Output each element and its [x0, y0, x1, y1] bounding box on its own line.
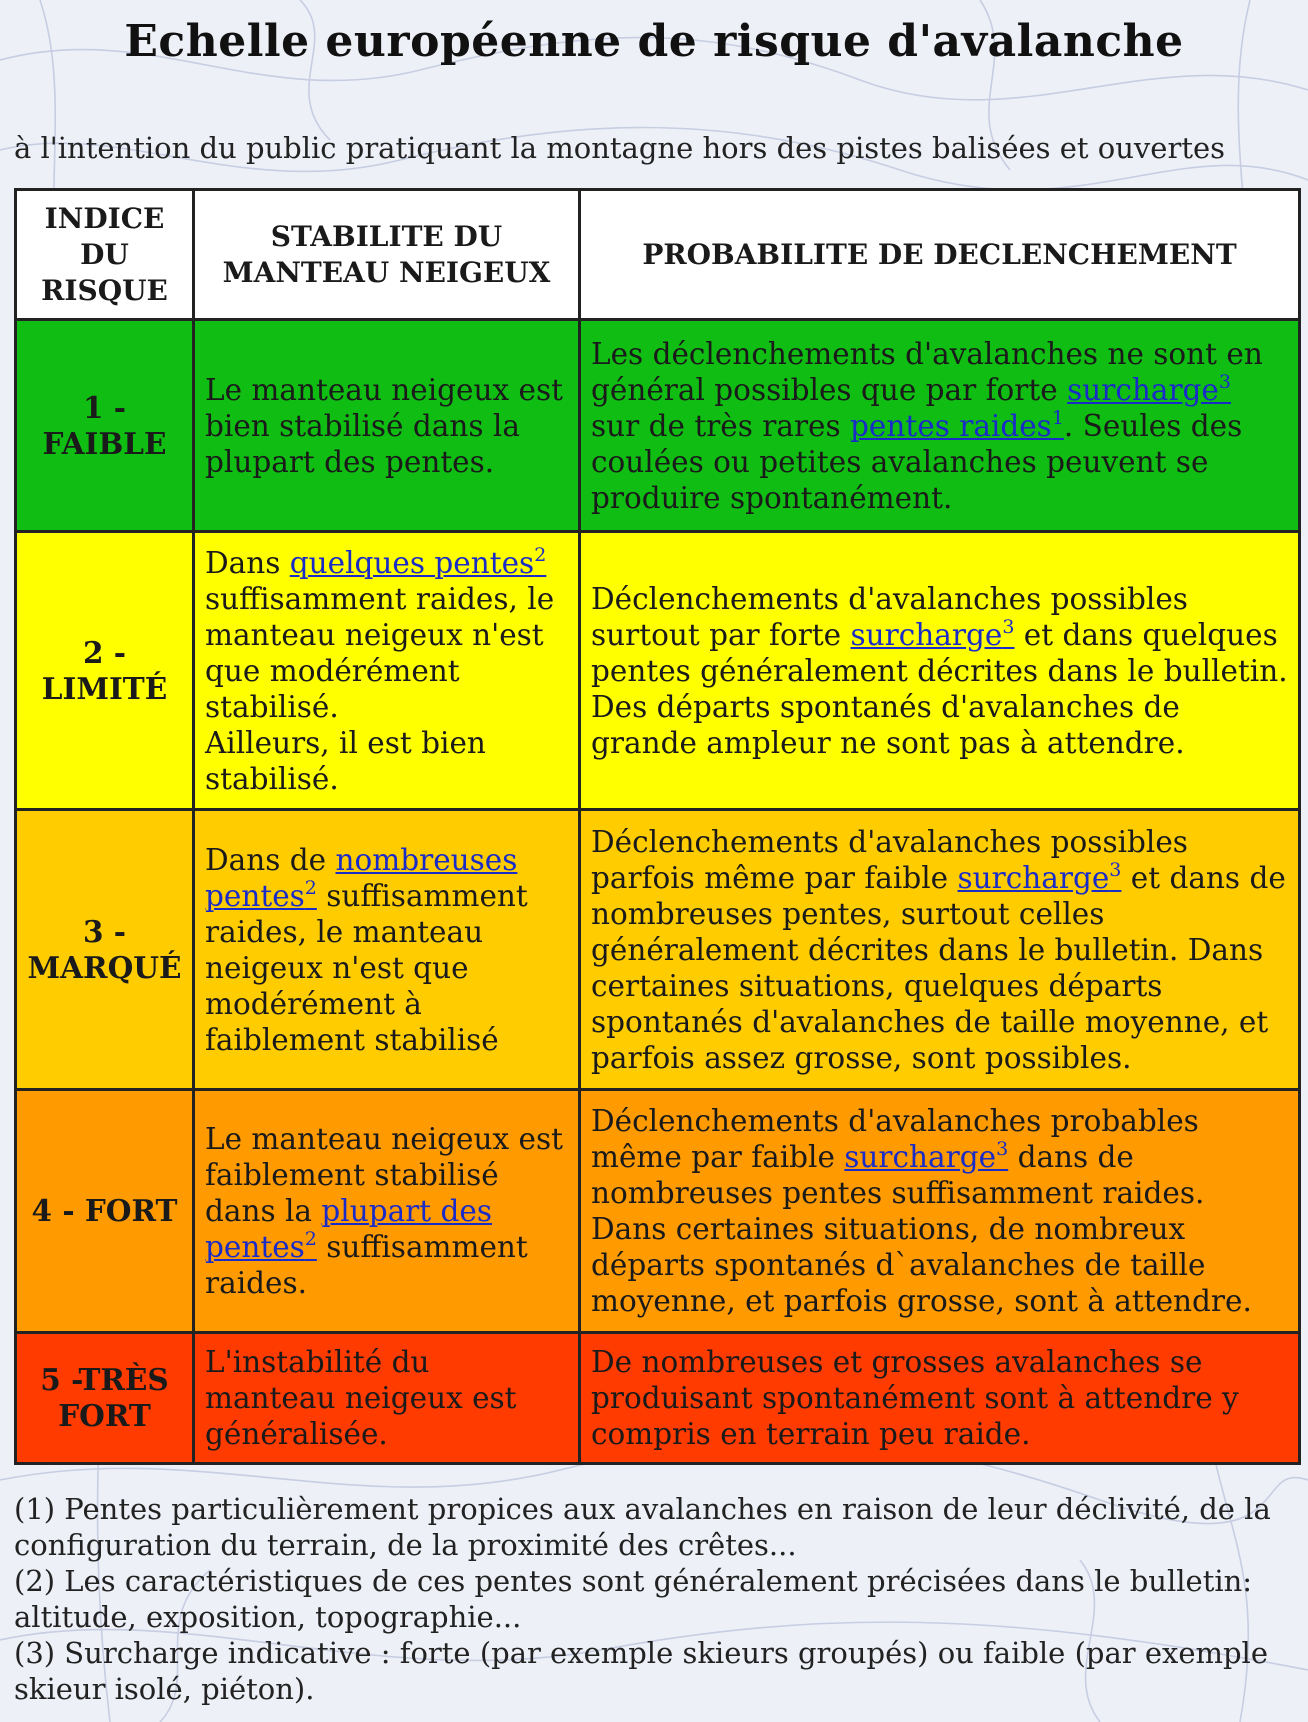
plupart-des-pentes-link[interactable]: plupart des pentes$^2$	[205, 1194, 492, 1264]
header-triggering-probability: PROBABILITE DE DECLENCHEMENT	[580, 190, 1300, 320]
avalanche-risk-table	[14, 188, 1301, 1465]
risk-level-label: 1 - FAIBLE	[16, 320, 194, 532]
risk-level-label: 3 - MARQUÉ	[16, 810, 194, 1090]
page-subtitle: à l'intention du public pratiquant la montagne hors des pistes balisées et ouvertes	[14, 131, 1226, 165]
pentes-raides-link[interactable]: pentes raides$^1$	[850, 406, 1064, 443]
probability-cell: Les déclenchements d'avalanches ne sont en général possibles que par forte surcharge$^3$ sur de très rares pentes raides$^1$. Seules des coulées ou petites avalanches peuvent se produire spontanément.	[580, 320, 1300, 532]
surcharge-link[interactable]: surcharge$^3$	[1067, 370, 1231, 407]
quelques-pentes-link[interactable]: quelques pentes$^2$	[289, 543, 547, 580]
nombreuses-pentes-link[interactable]: nombreuses pentes$^2$	[205, 842, 518, 913]
probability-cell: De nombreuses et grosses avalanches se produisant spontanément sont à attendre y compris en terrain peu raide.	[580, 1333, 1300, 1464]
footnote-1: (1) Pentes particulièrement propices aux avalanches en raison de leur déclivité, de la configuration du terrain, de la proximité des crêtes...	[14, 1492, 1271, 1562]
header-snowpack-stability: STABILITE DU MANTEAU NEIGEUX	[194, 190, 580, 320]
table-row-level-5	[16, 1333, 1300, 1464]
stability-cell: Le manteau neigeux est faiblement stabilisé dans la plupart des pentes$^2$ suffisamment raides.	[194, 1090, 580, 1333]
probability-cell: Déclenchements d'avalanches probables même par faible surcharge$^3$ dans de nombreuses pentes suffisamment raides. Dans certaines situations, de nombreux départs spontanés d`avalanches de taille moyenne, et parfois grosse, sont à attendre.	[580, 1090, 1300, 1333]
probability-cell: Déclenchements d'avalanches possibles surtout par forte surcharge$^3$ et dans quelques pentes généralement décrites dans le bulletin. Des départs spontanés d'avalanches de grande ampleur ne sont pas à attendre.	[580, 532, 1300, 810]
table-row-level-1	[16, 320, 1300, 532]
stability-cell: Dans quelques pentes$^2$ suffisamment raides, le manteau neigeux n'est que modérément stabilisé. Ailleurs, il est bien stabilisé.	[194, 532, 580, 810]
table-row-level-2	[16, 532, 1300, 810]
surcharge-link[interactable]: surcharge$^3$	[844, 1138, 1009, 1174]
surcharge-link[interactable]: surcharge$^3$	[957, 858, 1122, 895]
stability-cell: Le manteau neigeux est bien stabilisé dans la plupart des pentes.	[194, 320, 580, 532]
risk-level-label: 5 -TRÈS FORT	[16, 1333, 194, 1464]
page-title: Echelle européenne de risque d'avalanche	[124, 16, 1184, 67]
table-row-level-3	[16, 810, 1300, 1090]
table-header-row	[16, 190, 1300, 320]
table-row-level-4	[16, 1090, 1300, 1333]
footnote-3: (3) Surcharge indicative : forte (par exemple skieurs groupés) ou faible (par exemple skieur isolé, piéton).	[14, 1636, 1268, 1706]
header-risk-index: INDICE DU RISQUE	[16, 190, 194, 320]
footnotes	[14, 1491, 1294, 1707]
surcharge-link[interactable]: surcharge$^3$	[850, 615, 1015, 652]
stability-cell: L'instabilité du manteau neigeux est généralisée.	[194, 1333, 580, 1464]
risk-level-label: 2 - LIMITÉ	[16, 532, 194, 810]
probability-cell: Déclenchements d'avalanches possibles parfois même par faible surcharge$^3$ et dans de nombreuses pentes, surtout celles généralement décrites dans le bulletin. Dans certaines situations, quelques départs spontanés d'avalanches de taille moyenne, et parfois assez grosse, sont possibles.	[580, 810, 1300, 1090]
footnote-2: (2) Les caractéristiques de ces pentes sont généralement précisées dans le bulletin: altitude, exposition, topographie...	[14, 1564, 1253, 1634]
stability-cell: Dans de nombreuses pentes$^2$ suffisamment raides, le manteau neigeux n'est que modérément à faiblement stabilisé	[194, 810, 580, 1090]
risk-level-label: 4 - FORT	[16, 1090, 194, 1333]
